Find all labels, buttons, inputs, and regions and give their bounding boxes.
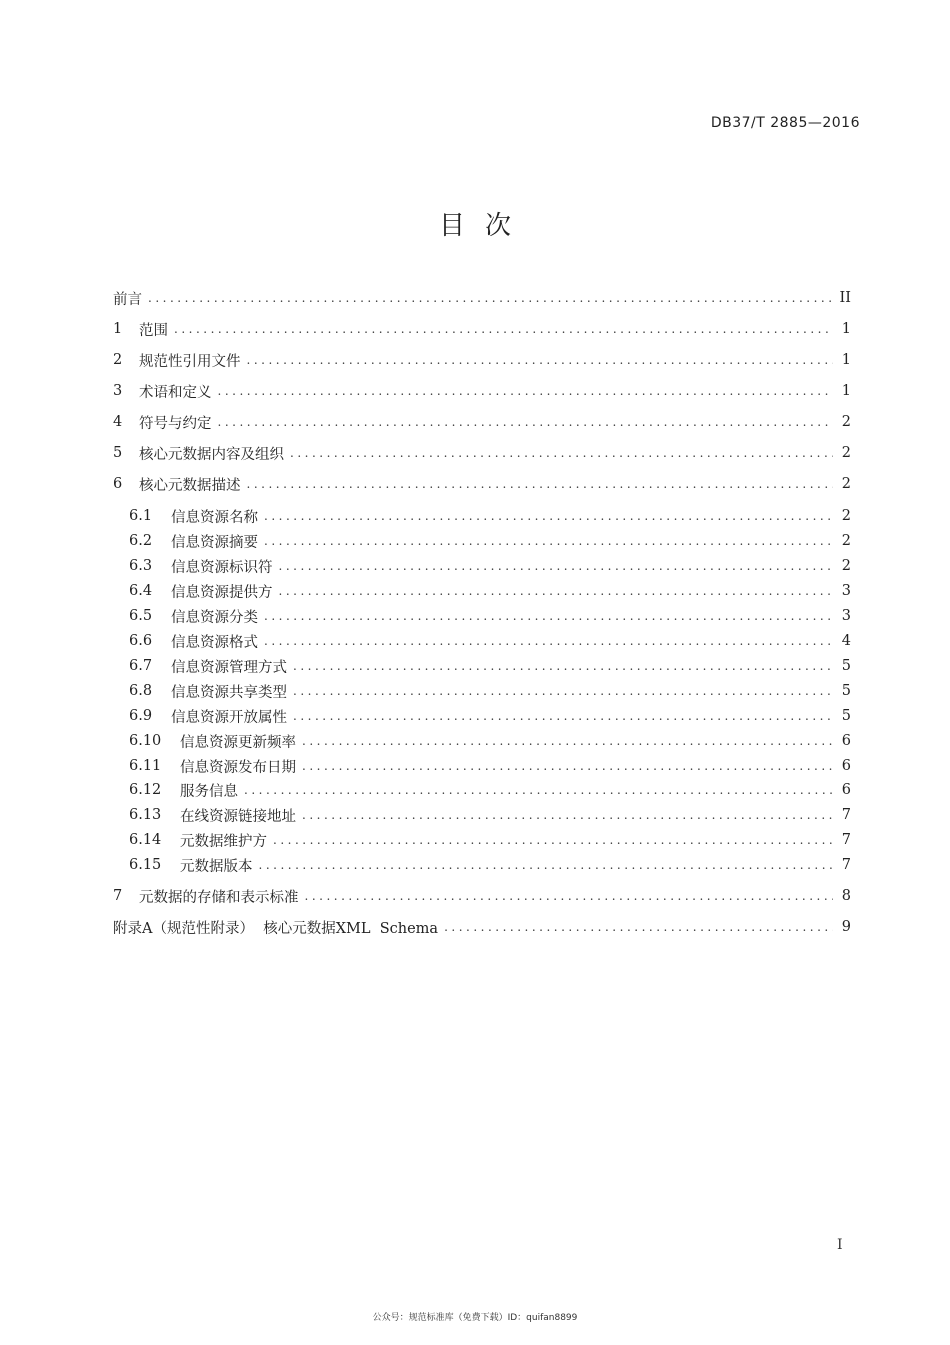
toc-entry-page: 5 [841, 658, 851, 674]
toc-leader-dots [302, 731, 833, 751]
toc-leader-dots [247, 350, 834, 370]
toc-entry-text: 信息资源名称 [171, 509, 258, 526]
toc-entry-page: 2 [841, 445, 851, 461]
toc-entry-page: 2 [841, 414, 851, 430]
toc-leader-dots [218, 412, 834, 432]
toc-entry[interactable] [113, 917, 851, 937]
toc-entry-number: 6.15 [129, 857, 162, 873]
toc-entry-page: 4 [841, 633, 851, 649]
toc-subentry[interactable] [113, 805, 851, 825]
toc-entry-text: 元数据的存储和表示标准 [139, 889, 299, 906]
toc-entry-page: 3 [841, 608, 851, 624]
toc-leader-dots [264, 631, 833, 651]
toc-entry-number: 6.8 [129, 683, 153, 699]
toc-subentry[interactable] [113, 656, 851, 676]
toc-entry-page: 5 [841, 683, 851, 699]
toc-subentry[interactable] [113, 830, 851, 850]
toc-subentry[interactable] [113, 681, 851, 701]
toc-leader-dots [305, 886, 834, 906]
toc-entry-number: 6.11 [129, 758, 162, 774]
toc-entry-number: 3 [113, 383, 123, 399]
toc-entry[interactable] [113, 474, 851, 494]
footer-watermark: 公众号：规范标准库（免费下载）ID：quifan8899 [372, 1313, 578, 1323]
toc-subentry[interactable] [113, 631, 851, 651]
toc-entry-number: 6.7 [129, 658, 153, 674]
toc-leader-dots [279, 581, 834, 601]
toc-entry-number: 6.13 [129, 807, 162, 823]
toc-subentry[interactable] [113, 706, 851, 726]
toc-subentry[interactable] [113, 581, 851, 601]
toc-entry-text: 前言 [113, 291, 142, 308]
toc-entry-text: 信息资源提供方 [171, 584, 273, 601]
toc-entry-page: 8 [841, 888, 851, 904]
toc-entry-text: 信息资源发布日期 [180, 759, 296, 776]
toc-entry-text: 附录A（规范性附录） 核心元数据XML Schema [113, 920, 439, 937]
toc-entry-number: 6.14 [129, 832, 162, 848]
page-number: I [837, 1237, 843, 1253]
toc-entry-number: 1 [113, 321, 123, 337]
toc-entry-page: 6 [841, 758, 851, 774]
toc-entry-text: 服务信息 [180, 783, 238, 800]
toc-entry-text: 核心元数据内容及组织 [139, 446, 284, 463]
toc-leader-dots [218, 381, 834, 401]
toc-leader-dots [148, 288, 833, 308]
toc-entry-page: 7 [841, 807, 851, 823]
toc-entry[interactable] [113, 412, 851, 432]
toc-entry-text: 在线资源链接地址 [180, 808, 296, 825]
toc-leader-dots [264, 606, 833, 626]
toc-entry-number: 6.10 [129, 733, 162, 749]
toc-leader-dots [247, 474, 834, 494]
toc-subentry[interactable] [113, 531, 851, 551]
toc-subentry[interactable] [113, 506, 851, 526]
toc-leader-dots [244, 780, 833, 800]
toc-subentry[interactable] [113, 556, 851, 576]
toc-entry-page: 1 [841, 383, 851, 399]
toc-leader-dots [293, 656, 833, 676]
toc-entry-number: 6.5 [129, 608, 153, 624]
toc-entry-number: 6.12 [129, 782, 162, 798]
toc-entry-text: 范围 [139, 322, 168, 339]
toc-leader-dots [444, 917, 833, 937]
toc-entry-page: 1 [841, 352, 851, 368]
toc-entry-text: 核心元数据描述 [139, 477, 241, 494]
toc-entry-text: 规范性引用文件 [139, 353, 241, 370]
toc-entry-text: 信息资源共享类型 [171, 684, 287, 701]
toc-entry-number: 2 [113, 352, 123, 368]
toc-entry-page: 2 [841, 533, 851, 549]
toc-entry-number: 5 [113, 445, 123, 461]
toc-entry-text: 信息资源摘要 [171, 534, 258, 551]
toc-entry-page: 1 [841, 321, 851, 337]
toc-leader-dots [302, 805, 833, 825]
toc-entry-page: 5 [841, 708, 851, 724]
toc-entry-page: 6 [841, 733, 851, 749]
toc-entry-page: 7 [841, 832, 851, 848]
toc-leader-dots [293, 706, 833, 726]
toc-entry-page: 9 [841, 919, 851, 935]
toc-entry-number: 6.6 [129, 633, 153, 649]
toc-entry-text: 元数据维护方 [180, 833, 267, 850]
toc-entry-text: 信息资源更新频率 [180, 734, 296, 751]
toc-entry-text: 信息资源格式 [171, 634, 258, 651]
toc-entry-number: 6.2 [129, 533, 153, 549]
toc-entry[interactable] [113, 319, 851, 339]
toc-entry-page: 2 [841, 508, 851, 524]
toc-entry-text: 信息资源开放属性 [171, 709, 287, 726]
page-title: 目次 [438, 211, 531, 241]
toc-entry-page: II [839, 290, 851, 306]
toc-entry-page: 3 [841, 583, 851, 599]
toc-subentry[interactable] [113, 731, 851, 751]
toc-entry-page: 7 [841, 857, 851, 873]
toc-leader-dots [302, 756, 833, 776]
toc-subentry[interactable] [113, 855, 851, 875]
toc-entry-page: 2 [841, 476, 851, 492]
toc-entry[interactable] [113, 288, 851, 308]
toc-entry-text: 元数据版本 [180, 858, 253, 875]
toc-entry-number: 6 [113, 476, 123, 492]
toc-leader-dots [273, 830, 833, 850]
toc-entry-number: 7 [113, 888, 123, 904]
toc-leader-dots [279, 556, 834, 576]
toc-subentry[interactable] [113, 780, 851, 800]
toc-leader-dots [259, 855, 834, 875]
toc-leader-dots [264, 506, 833, 526]
toc-entry-page: 6 [841, 782, 851, 798]
toc-entry-number: 6.1 [129, 508, 153, 524]
toc-entry-number: 6.9 [129, 708, 153, 724]
toc-entry-text: 符号与约定 [139, 415, 212, 432]
toc-subentry[interactable] [113, 756, 851, 776]
toc-entry[interactable] [113, 443, 851, 463]
toc-entry-text: 术语和定义 [139, 384, 212, 401]
toc-subentry[interactable] [113, 606, 851, 626]
toc-entry[interactable] [113, 381, 851, 401]
document-code: DB37/T 2885—2016 [710, 115, 860, 131]
toc-entry-text: 信息资源标识符 [171, 559, 273, 576]
toc-entry[interactable] [113, 886, 851, 906]
toc-entry-text: 信息资源分类 [171, 609, 258, 626]
toc-leader-dots [293, 681, 833, 701]
toc-entry-page: 2 [841, 558, 851, 574]
toc-entry-text: 信息资源管理方式 [171, 659, 287, 676]
toc-leader-dots [290, 443, 833, 463]
toc-entry-number: 4 [113, 414, 123, 430]
toc-leader-dots [174, 319, 833, 339]
toc-entry-number: 6.3 [129, 558, 153, 574]
toc-entry-number: 6.4 [129, 583, 153, 599]
toc-leader-dots [264, 531, 833, 551]
toc-entry[interactable] [113, 350, 851, 370]
